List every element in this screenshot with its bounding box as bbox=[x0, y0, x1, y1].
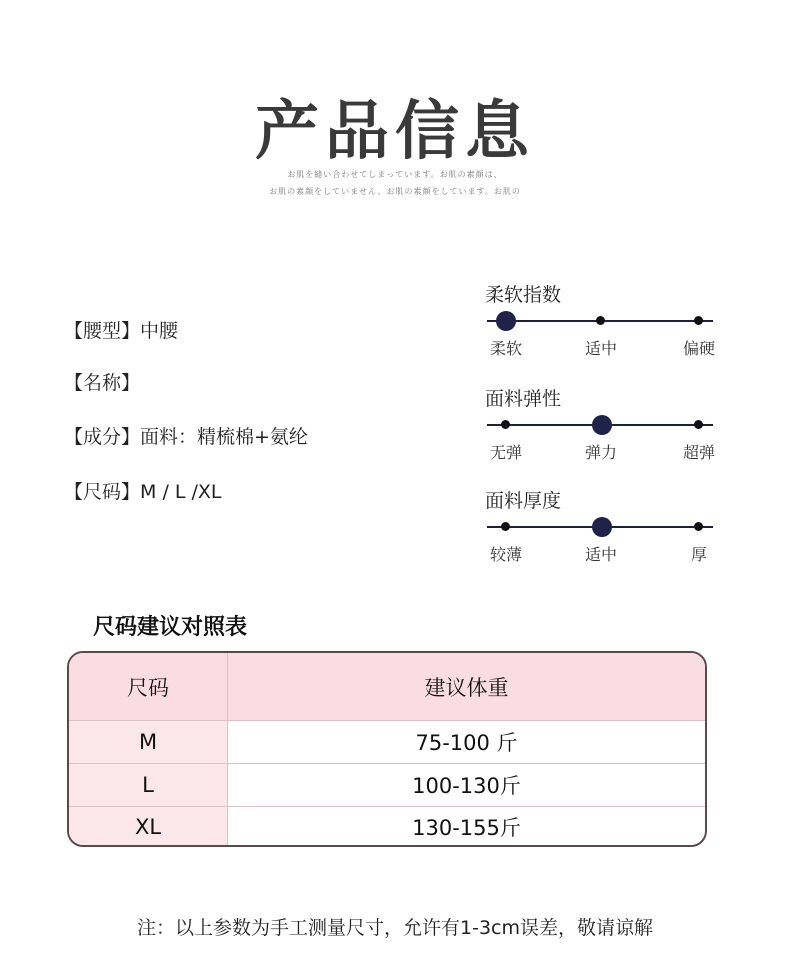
meter-tick-label: 较薄 bbox=[489, 545, 522, 564]
spec-name bbox=[64, 368, 140, 395]
spec-value: M / L /XL bbox=[140, 481, 222, 503]
meter-tick-label: 弹力 bbox=[584, 443, 617, 462]
table-cell-size: XL bbox=[134, 815, 162, 839]
page-title: 产品信息 bbox=[255, 95, 535, 169]
size-table-title: 尺码建议对照表 bbox=[93, 615, 248, 640]
table-cell-size: L bbox=[142, 773, 154, 797]
meter-title: 柔软指数 bbox=[485, 284, 562, 306]
table-header-weight: 建议体重 bbox=[424, 675, 509, 700]
meter-tick-label: 无弹 bbox=[489, 443, 522, 462]
spec-label: 【名称】 bbox=[64, 372, 141, 394]
table-cell-weight: 130-155斤 bbox=[412, 816, 521, 840]
meter-dot bbox=[501, 522, 510, 531]
table-cell-weight: 100-130斤 bbox=[412, 774, 521, 798]
spec-size bbox=[64, 477, 222, 504]
meter-title: 面料弹性 bbox=[485, 388, 562, 410]
meter-dot-selected bbox=[592, 415, 612, 435]
meter-dot bbox=[694, 420, 703, 429]
meter-tick-label: 适中 bbox=[584, 545, 617, 564]
spec-value: 面料：精梳棉+氨纶 bbox=[140, 426, 308, 448]
meter-dot bbox=[694, 316, 703, 325]
spec-material bbox=[64, 422, 308, 449]
size-table bbox=[67, 651, 707, 847]
meter-dot-selected bbox=[592, 517, 612, 537]
meter-dot bbox=[596, 316, 605, 325]
spec-label: 【尺码】 bbox=[64, 481, 141, 503]
table-header-size: 尺码 bbox=[127, 675, 169, 700]
meter-tick-label: 适中 bbox=[584, 339, 617, 358]
table-cell-weight: 75-100 斤 bbox=[415, 731, 518, 755]
meter-dot-selected bbox=[496, 311, 516, 331]
meter-tick-label: 偏硬 bbox=[682, 339, 715, 358]
table-cell-size: M bbox=[138, 730, 158, 754]
spec-value: 中腰 bbox=[140, 320, 179, 342]
meter-tick-label: 柔软 bbox=[489, 339, 522, 358]
subtitle-line-1: お肌を縫い合わせてしまっています。お肌の素顔は、 bbox=[287, 170, 503, 179]
spec-label: 【成分】 bbox=[64, 426, 141, 448]
meter-tick-label: 厚 bbox=[690, 545, 707, 564]
measurement-note: 注：以上参数为手工测量尺寸，允许有1-3cm误差，敬请谅解 bbox=[137, 917, 653, 939]
meter-tick-label: 超弹 bbox=[682, 443, 715, 462]
meter-title: 面料厚度 bbox=[485, 490, 562, 512]
spec-waist bbox=[64, 316, 178, 343]
spec-label: 【腰型】 bbox=[64, 320, 141, 342]
meter-dot bbox=[694, 522, 703, 531]
subtitle-line-2: お肌の素顔をしていません。お肌の素顔をしています。お肌の bbox=[269, 187, 521, 196]
meter-dot bbox=[501, 420, 510, 429]
